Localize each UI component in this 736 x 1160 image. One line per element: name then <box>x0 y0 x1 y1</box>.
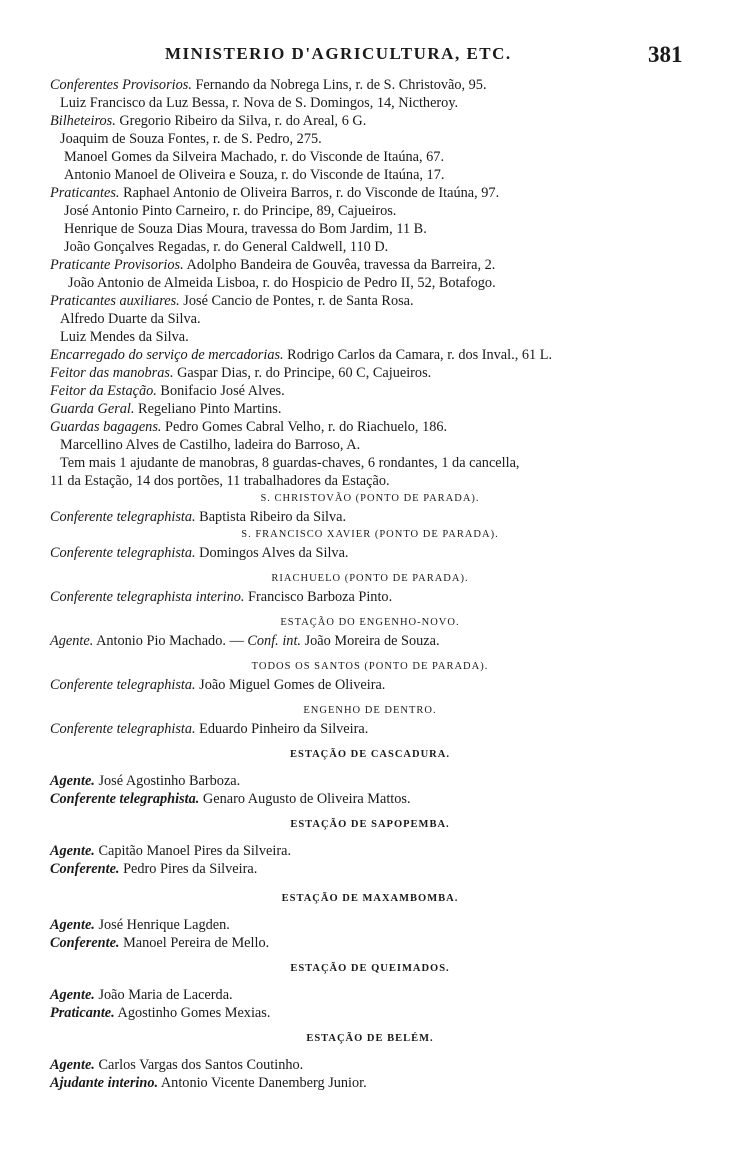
spacer <box>50 738 690 746</box>
role-label: Agente. <box>50 843 95 859</box>
role-label: Praticantes auxiliares. <box>50 293 180 309</box>
entry-text: Capitão Manoel Pires da Silveira. <box>94 843 292 859</box>
text-line <box>50 364 690 382</box>
text-line <box>50 346 690 364</box>
section-heading: ENGENHO DE DENTRO. <box>303 705 437 716</box>
entry-text: 11 da Estação, 14 dos portões, 11 trabalhadores da Estação. <box>50 473 390 489</box>
text-line <box>50 202 690 220</box>
role-label: Conferente telegraphista interino. <box>50 589 245 605</box>
role-label: Guarda Geral. <box>50 401 135 417</box>
spacer <box>50 834 690 842</box>
role-label: Bilheteiros. <box>50 113 116 129</box>
entry-text: João Gonçalves Regadas, r. do General Caldwell, 110 D. <box>64 239 389 255</box>
role-label: Conferente telegraphista. <box>50 509 196 525</box>
role-label: Agente. <box>50 633 94 649</box>
section-heading: ESTAÇÃO DO ENGENHO-NOVO. <box>280 617 460 628</box>
entry-text: Adolpho Bandeira de Gouvêa, travessa da Barreira, 2. <box>183 257 496 273</box>
text-line <box>50 720 690 738</box>
entry-text: José Antonio Pinto Carneiro, r. do Principe, 89, Cajueiros. <box>64 203 397 219</box>
role-label: Conferente telegraphista. <box>50 791 200 807</box>
running-title: MINISTERIO D'AGRICULTURA, ETC. <box>165 44 512 63</box>
role-label: Agente. <box>50 1057 95 1073</box>
role-label: Conferente. <box>50 861 120 877</box>
role-label: Conferente telegraphista. <box>50 721 196 737</box>
text-line <box>50 1004 690 1022</box>
entry-text: Rodrigo Carlos da Camara, r. dos Inval., 61 L. <box>283 347 553 363</box>
entry-text: José Henrique Lagden. <box>94 917 230 933</box>
page-number: 381 <box>648 42 683 67</box>
text-line <box>50 1074 690 1092</box>
role-label: Agente. <box>50 917 95 933</box>
text-line <box>50 310 690 328</box>
role-label: Agente. <box>50 987 95 1003</box>
section-heading: ESTAÇÃO DE SAPOPEMBA. <box>290 819 450 830</box>
entry-text: Pedro Gomes Cabral Velho, r. do Riachuelo, 186. <box>161 419 448 435</box>
entry-text: Antonio Manoel de Oliveira e Souza, r. do Visconde de Itaúna, 17. <box>64 167 445 183</box>
entry-text: Tem mais 1 ajudante de manobras, 8 guardas-chaves, 6 rondantes, 1 da cancella, <box>60 455 520 471</box>
role-label: Conferentes Provisorios. <box>50 77 192 93</box>
role-label: Praticantes. <box>50 185 120 201</box>
entry-text: Luiz Mendes da Silva. <box>60 329 189 345</box>
entry-text: Domingos Alves da Silva. <box>195 545 349 561</box>
entry-text: Genaro Augusto de Oliveira Mattos. <box>199 791 411 807</box>
spacer <box>50 694 690 702</box>
role-label: Encarregado do serviço de mercadorias. <box>50 347 284 363</box>
section-heading: ESTAÇÃO DE MAXAMBOMBA. <box>281 893 459 904</box>
role-label: Conferente. <box>50 935 120 951</box>
entry-text: Carlos Vargas dos Santos Coutinho. <box>94 1057 304 1073</box>
role-label: Agente. <box>50 773 95 789</box>
text-line <box>50 292 690 310</box>
entry-text: Pedro Pires da Silveira. <box>119 861 258 877</box>
section-heading: RIACHUELO (PONTO DE PARADA). <box>271 573 469 584</box>
spacer <box>50 978 690 986</box>
entry-text: Antonio Vicente Danemberg Junior. <box>158 1075 367 1091</box>
section-heading: ESTAÇÃO DE CASCADURA. <box>290 749 450 760</box>
role-label: Ajudante interino. <box>50 1075 159 1091</box>
text-line <box>50 588 690 606</box>
text-line <box>50 986 690 1004</box>
section-heading: S. CHRISTOVÃO (PONTO DE PARADA). <box>260 493 480 504</box>
section-heading: TODOS OS SANTOS (PONTO DE PARADA). <box>251 661 489 672</box>
role-label: Praticante. <box>50 1005 115 1021</box>
entry-text: Manoel Pereira de Mello. <box>119 935 270 951</box>
text-line <box>50 220 690 238</box>
spacer <box>50 952 690 960</box>
text-line <box>50 148 690 166</box>
entry-text: Joaquim de Souza Fontes, r. de S. Pedro, 275. <box>60 131 322 147</box>
text-line <box>50 76 690 94</box>
text-line <box>50 274 690 292</box>
entry-text: Baptista Ribeiro da Silva. <box>195 509 347 525</box>
entry-text: Agostinho Gomes Mexias. <box>114 1005 271 1021</box>
entry-text: Luiz Francisco da Luz Bessa, r. Nova de S. Domingos, 14, Nictheroy. <box>60 95 459 111</box>
text-line <box>50 418 690 436</box>
text-line <box>50 632 690 650</box>
spacer <box>50 764 690 772</box>
running-header <box>0 40 736 70</box>
spacer <box>50 650 690 658</box>
role-label: Feitor da Estação. <box>50 383 157 399</box>
role-label: Conferente telegraphista. <box>50 677 196 693</box>
text-line <box>50 916 690 934</box>
spacer <box>50 908 690 916</box>
entry-text: Fernando da Nobrega Lins, r. de S. Christovão, 95. <box>191 77 487 93</box>
section-heading: S. FRANCISCO XAVIER (PONTO DE PARADA). <box>241 529 499 540</box>
text-line <box>50 130 690 148</box>
entry-text: José Agostinho Barboza. <box>94 773 241 789</box>
role-label: Conf. int. <box>247 633 301 649</box>
entry-text: Bonifacio José Alves. <box>156 383 285 399</box>
entry-text: Antonio Pio Machado. — <box>93 633 248 649</box>
page-body <box>50 76 690 1092</box>
text-line <box>50 472 690 490</box>
entry-text: Regeliano Pinto Martins. <box>134 401 282 417</box>
text-line <box>50 676 690 694</box>
spacer <box>50 606 690 614</box>
entry-text: João Moreira de Souza. <box>301 633 440 649</box>
text-line <box>50 400 690 418</box>
entry-text: João Maria de Lacerda. <box>94 987 233 1003</box>
entry-text: Manoel Gomes da Silveira Machado, r. do Visconde de Itaúna, 67. <box>64 149 445 165</box>
text-line <box>50 436 690 454</box>
entry-text: Henrique de Souza Dias Moura, travessa do Bom Jardim, 11 B. <box>64 221 427 237</box>
spacer <box>50 808 690 816</box>
entry-text: José Cancio de Pontes, r. de Santa Rosa. <box>179 293 414 309</box>
text-line <box>50 1056 690 1074</box>
role-label: Conferente telegraphista. <box>50 545 196 561</box>
section-heading: ESTAÇÃO DE BELÉM. <box>306 1033 434 1044</box>
entry-text: Alfredo Duarte da Silva. <box>60 311 201 327</box>
spacer <box>50 562 690 570</box>
entry-text: João Antonio de Almeida Lisboa, r. do Hospicio de Pedro II, 52, Botafogo. <box>68 275 496 291</box>
entry-text: Marcellino Alves de Castilho, ladeira do Barroso, A. <box>60 437 361 453</box>
entry-text: João Miguel Gomes de Oliveira. <box>195 677 386 693</box>
role-label: Feitor das manobras. <box>50 365 174 381</box>
text-line <box>50 184 690 202</box>
text-line <box>50 544 690 562</box>
role-label: Guardas bagagens. <box>50 419 162 435</box>
text-line <box>50 860 690 878</box>
text-line <box>50 94 690 112</box>
text-line <box>50 112 690 130</box>
text-line <box>50 934 690 952</box>
role-label: Praticante Provisorios. <box>50 257 184 273</box>
entry-text: Gaspar Dias, r. do Principe, 60 C, Cajueiros. <box>173 365 432 381</box>
text-line <box>50 238 690 256</box>
entry-text: Eduardo Pinheiro da Silveira. <box>195 721 369 737</box>
text-line <box>50 256 690 274</box>
text-line <box>50 166 690 184</box>
text-line <box>50 772 690 790</box>
section-heading: ESTAÇÃO DE QUEIMADOS. <box>290 963 450 974</box>
text-line <box>50 454 690 472</box>
text-line <box>50 382 690 400</box>
entry-text: Francisco Barboza Pinto. <box>244 589 393 605</box>
spacer <box>50 1048 690 1056</box>
spacer <box>50 878 690 890</box>
entry-text: Raphael Antonio de Oliveira Barros, r. do Visconde de Itaúna, 97. <box>119 185 500 201</box>
spacer <box>50 1022 690 1030</box>
text-line <box>50 508 690 526</box>
text-line <box>50 842 690 860</box>
text-line <box>50 328 690 346</box>
text-line <box>50 790 690 808</box>
entry-text: Gregorio Ribeiro da Silva, r. do Areal, 6 G. <box>115 113 367 129</box>
